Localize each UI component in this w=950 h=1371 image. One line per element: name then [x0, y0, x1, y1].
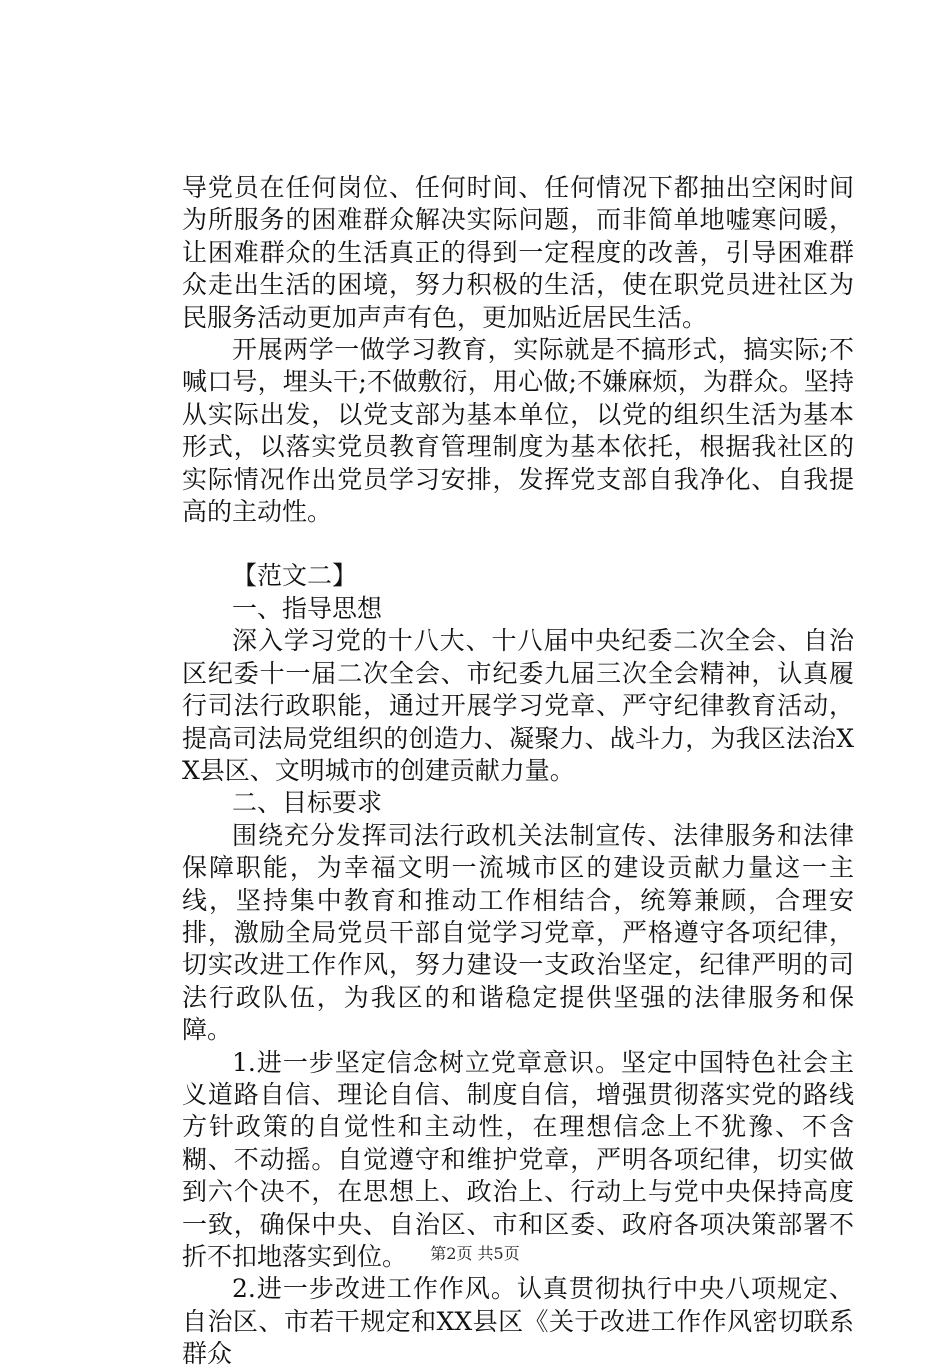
- paragraph-item-1: 1.进一步坚定信念树立党章意识。坚定中国特色社会主义道路自信、理论自信、制度自信，增强贯彻落实党的路线方针政策的自觉性和主动性，在理想信念上不犹豫、不含糊、不动摇。自觉遵守和维护党章，严明各项纪律，切实做到六个决不，在思想上、政治上、行动上与党中央保持高度一致，确保中央、自治区、市和区委、政府各项决策部署不折不扣地落实到位。: [182, 1047, 854, 1271]
- paragraph-goals: 围绕充分发挥司法行政机关法制宣传、法律服务和法律保障职能，为幸福文明一流城市区的建设贡献力量这一主线，坚持集中教育和推动工作相结合，统筹兼顾，合理安排，激励全局党员干部自觉学习党章，严格遵守各项纪律，切实改进工作作风，努力建设一支政治坚定，纪律严明的司法行政队伍，为我区的和谐稳定提供坚强的法律服务和保障。: [182, 820, 854, 1045]
- paragraph-item-2: 2.进一步改进工作作风。认真贯彻执行中央八项规定、自治区、市若干规定和XX县区《关于改进工作作风密切联系群众: [182, 1274, 854, 1369]
- page-number-footer: 第2页 共5页: [430, 1244, 520, 1263]
- document-body: [182, 172, 854, 1371]
- paragraph-guiding-ideology: 深入学习党的十八大、十八届中央纪委二次全会、自治区纪委十一届二次全会、市纪委九届三次全会精神，认真履行司法行政职能，通过开展学习党章、严守纪律教育活动，提高司法局党组织的创造力、凝聚力、战斗力，为我区法治XX县区、文明城市的创建贡献力量。: [182, 626, 854, 785]
- paragraph-continued: 导党员在任何岗位、任何时间、任何情况下都抽出空闲时间为所服务的困难群众解决实际问题，而非简单地嘘寒问暖，让困难群众的生活真正的得到一定程度的改善，引导困难群众走出生活的困境，努力积极的生活，使在职党员进社区为民服务活动更加声声有色，更加贴近居民生活。: [182, 173, 854, 332]
- section-title-sample-two: 【范文二】: [232, 561, 358, 591]
- paragraph-two-studies: 开展两学一做学习教育，实际就是不搞形式，搞实际;不喊口号，埋头干;不做敷衍，用心做;不嫌麻烦，为群众。坚持从实际出发，以党支部为基本单位，以党的组织生活为基本形式，以落实党员教育管理制度为基本依托，根据我社区的实际情况作出党员学习安排，发挥党支部自我净化、自我提高的主动性。: [182, 335, 854, 527]
- paragraph-spacer: [182, 528, 854, 560]
- heading-goals: 二、目标要求: [232, 788, 383, 818]
- heading-guiding-ideology: 一、指导思想: [232, 593, 383, 623]
